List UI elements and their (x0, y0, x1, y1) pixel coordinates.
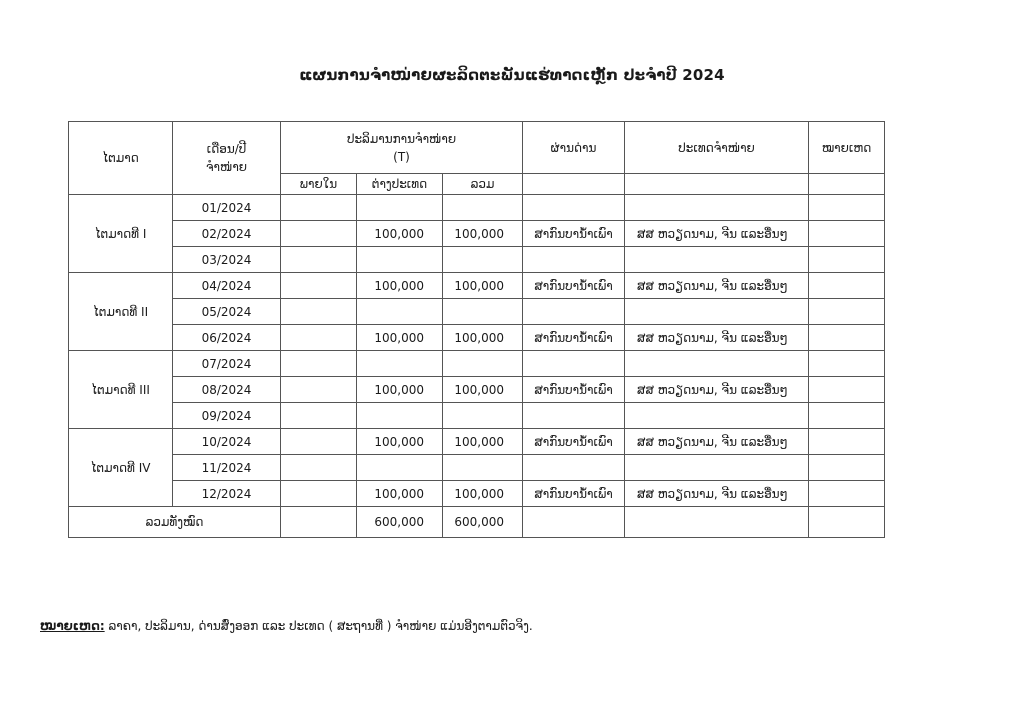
border-cell: ສາກົນບານໍ້າເພົາ (523, 221, 625, 247)
grand-total-row (69, 507, 885, 538)
domestic-cell (281, 351, 357, 377)
grand-total-domestic (281, 507, 357, 538)
table-row (69, 273, 885, 299)
header-border-sub (523, 174, 625, 195)
month-cell: 11/2024 (173, 455, 281, 481)
border-cell (523, 403, 625, 429)
header-foreign: ຕ່າງປະເທດ (357, 174, 443, 195)
header-month-line2: ຈຳໜ່າຍ (205, 160, 248, 174)
table-body (69, 195, 885, 507)
month-cell: 08/2024 (173, 377, 281, 403)
quarter-label: ໄຕມາດທີ I (69, 195, 173, 273)
remark-cell (809, 481, 885, 507)
remark-cell (809, 299, 885, 325)
quarter-label: ໄຕມາດທີ IV (69, 429, 173, 507)
destination-cell: ສສ ຫວຽດນາມ, ຈີນ ແລະອື່ນໆ (625, 481, 809, 507)
month-cell: 03/2024 (173, 247, 281, 273)
remark-cell (809, 429, 885, 455)
foreign-cell (357, 195, 443, 221)
border-cell: ສາກົນບານໍ້າເພົາ (523, 377, 625, 403)
remark-cell (809, 351, 885, 377)
foreign-cell: 100,000 (357, 273, 443, 299)
destination-cell (625, 195, 809, 221)
sales-plan-table (68, 121, 885, 538)
destination-cell (625, 455, 809, 481)
grand-total-label: ລວມທັງໝົດ (69, 507, 281, 538)
domestic-cell (281, 273, 357, 299)
grand-total-foreign: 600,000 (357, 507, 443, 538)
total-cell (443, 299, 523, 325)
total-cell: 100,000 (443, 429, 523, 455)
foreign-cell: 100,000 (357, 481, 443, 507)
domestic-cell (281, 325, 357, 351)
footnote (40, 619, 533, 633)
border-cell (523, 299, 625, 325)
header-remark-sub (809, 174, 885, 195)
foreign-cell: 100,000 (357, 377, 443, 403)
destination-cell (625, 351, 809, 377)
foreign-cell: 100,000 (357, 325, 443, 351)
destination-cell (625, 247, 809, 273)
quarter-label: ໄຕມາດທີ II (69, 273, 173, 351)
remark-cell (809, 195, 885, 221)
domestic-cell (281, 429, 357, 455)
border-cell: ສາກົນບານໍ້າເພົາ (523, 325, 625, 351)
destination-cell (625, 403, 809, 429)
remark-cell (809, 377, 885, 403)
month-cell: 09/2024 (173, 403, 281, 429)
month-cell: 06/2024 (173, 325, 281, 351)
footnote-label: ໝາຍເຫດ: (40, 619, 105, 633)
table-row (69, 481, 885, 507)
header-domestic: ພາຍໃນ (281, 174, 357, 195)
quarter-label: ໄຕມາດທີ III (69, 351, 173, 429)
table-row (69, 247, 885, 273)
border-cell (523, 247, 625, 273)
foreign-cell (357, 403, 443, 429)
foreign-cell (357, 351, 443, 377)
table-row (69, 195, 885, 221)
foreign-cell (357, 247, 443, 273)
month-cell: 02/2024 (173, 221, 281, 247)
domestic-cell (281, 195, 357, 221)
document-title: ແຜນການຈຳໜ່າຍຜະລິດຕະພັນແຮ່ທາດເຫຼັກ ປະຈຳປີ 2024 (299, 66, 725, 84)
header-destination: ປະເທດຈຳໜ່າຍ (625, 122, 809, 174)
total-cell: 100,000 (443, 273, 523, 299)
table-row (69, 351, 885, 377)
header-volume (281, 122, 523, 174)
table-row (69, 299, 885, 325)
month-cell: 07/2024 (173, 351, 281, 377)
grand-total-sum: 600,000 (443, 507, 523, 538)
total-cell (443, 351, 523, 377)
header-quarter: ໄຕມາດ (69, 122, 173, 195)
destination-cell: ສສ ຫວຽດນາມ, ຈີນ ແລະອື່ນໆ (625, 273, 809, 299)
foreign-cell (357, 299, 443, 325)
table-row (69, 325, 885, 351)
domestic-cell (281, 247, 357, 273)
domestic-cell (281, 481, 357, 507)
table-row (69, 455, 885, 481)
header-volume-unit: (T) (393, 149, 410, 164)
foreign-cell: 100,000 (357, 429, 443, 455)
remark-cell (809, 403, 885, 429)
header-border: ຜ່ານດ່ານ (523, 122, 625, 174)
remark-cell (809, 221, 885, 247)
header-total: ລວມ (443, 174, 523, 195)
foreign-cell: 100,000 (357, 221, 443, 247)
total-cell (443, 403, 523, 429)
domestic-cell (281, 221, 357, 247)
domestic-cell (281, 377, 357, 403)
total-cell (443, 195, 523, 221)
header-month (173, 122, 281, 195)
header-remark: ໝາຍເຫດ (809, 122, 885, 174)
month-cell: 04/2024 (173, 273, 281, 299)
header-month-line1: ເດືອນ/ປີ (206, 142, 247, 156)
border-cell (523, 455, 625, 481)
grand-total-remark (809, 507, 885, 538)
table-row (69, 429, 885, 455)
table-row (69, 377, 885, 403)
destination-cell: ສສ ຫວຽດນາມ, ຈີນ ແລະອື່ນໆ (625, 377, 809, 403)
foreign-cell (357, 455, 443, 481)
border-cell: ສາກົນບານໍ້າເພົາ (523, 429, 625, 455)
border-cell (523, 195, 625, 221)
destination-cell (625, 299, 809, 325)
border-cell (523, 351, 625, 377)
total-cell (443, 455, 523, 481)
domestic-cell (281, 455, 357, 481)
grand-total-border (523, 507, 625, 538)
domestic-cell (281, 299, 357, 325)
remark-cell (809, 273, 885, 299)
border-cell: ສາກົນບານໍ້າເພົາ (523, 273, 625, 299)
total-cell: 100,000 (443, 325, 523, 351)
month-cell: 01/2024 (173, 195, 281, 221)
total-cell: 100,000 (443, 481, 523, 507)
grand-total-destination (625, 507, 809, 538)
remark-cell (809, 325, 885, 351)
month-cell: 12/2024 (173, 481, 281, 507)
domestic-cell (281, 403, 357, 429)
remark-cell (809, 247, 885, 273)
destination-cell: ສສ ຫວຽດນາມ, ຈີນ ແລະອື່ນໆ (625, 221, 809, 247)
remark-cell (809, 455, 885, 481)
destination-cell: ສສ ຫວຽດນາມ, ຈີນ ແລະອື່ນໆ (625, 429, 809, 455)
header-destination-sub (625, 174, 809, 195)
month-cell: 10/2024 (173, 429, 281, 455)
total-cell (443, 247, 523, 273)
total-cell: 100,000 (443, 377, 523, 403)
total-cell: 100,000 (443, 221, 523, 247)
month-cell: 05/2024 (173, 299, 281, 325)
footnote-text: ລາຄາ, ປະລິມານ, ດ່ານສົ່ງອອກ ແລະ ປະເທດ ( ສະຖານທີ່ ) ຈຳໜ່າຍ ແມ່ນອີງຕາມຕົວຈິງ. (108, 619, 533, 633)
border-cell: ສາກົນບານໍ້າເພົາ (523, 481, 625, 507)
table-row (69, 221, 885, 247)
header-volume-line1: ປະລິມານການຈຳໜ່າຍ (346, 131, 457, 146)
table-row (69, 403, 885, 429)
destination-cell: ສສ ຫວຽດນາມ, ຈີນ ແລະອື່ນໆ (625, 325, 809, 351)
